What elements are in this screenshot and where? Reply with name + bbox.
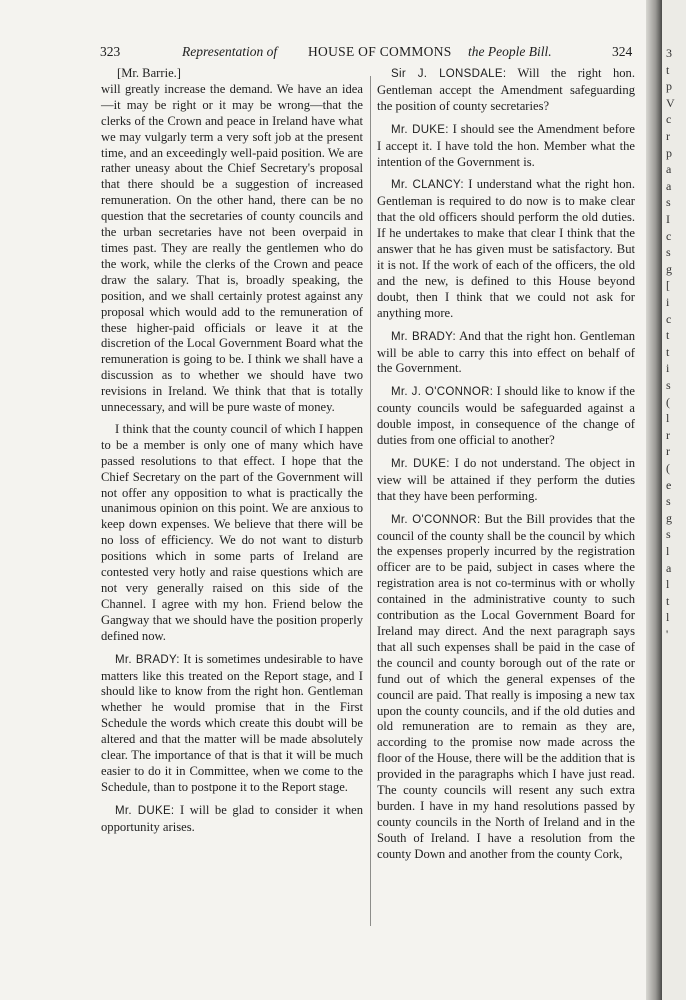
left-column — [101, 66, 363, 843]
paragraph: I think that the county council of which I happen to be a member is only one of many which have passed resolutions to that effect. I hope that the Chief Secretary on the part of the Government will not offer any opposition to what is practically the unanimous opinion on this point. We are anxious to keep down expenses. We believe that there will be no loss of efficiency. We do not want to disturb positions which in some parts of Ireland are contested very hotly and raise questions which are not very generally raised on this side of the Channel. I agree with my hon. Friend below the Gangway that we should have the position properly defined now. — [101, 421, 363, 643]
speaker-continuation-tag: [Mr. Barrie.] — [117, 66, 181, 80]
adjacent-page-fragment: s — [666, 245, 671, 260]
speech-text: But the Bill provides that the council of the county shall be the council by which the expenses properly incurred by the registration officer are to be paid, subject in cases where the registration area is not co-terminus with or wholly contained in the administrative county to such contribution as the Local Government Board for Ireland may direct. And the next paragraph says that all such expenses shall be paid in the case of the council and county borough out of the rate or fund out of which the general expenses of the council are paid. That really is imposing a new tax upon the county councils, and if the old duties and old remuneration are to remain as they are, according to the promise now made across the floor of the House, there will be the addition that is provided in the paragraphs which I have just read. The county councils will resent any such extra burden. I have in my hand resolutions passed by county councils in the North of Ireland and in the South of Ireland. I have a resolution from the county Down and another from the county Cork, — [377, 511, 635, 861]
speech — [101, 803, 363, 836]
adjacent-page-fragment: p — [666, 145, 672, 160]
adjacent-page-fragment: a — [666, 162, 672, 177]
speech-text: I should like to know if the county councils would be safeguarded against a double impost, in consequence of the change of duties from one official to another? — [377, 384, 635, 448]
speech-text: And that the right hon. Gentleman will be able to carry this into effect on behalf of the Government. — [377, 328, 635, 376]
adjacent-page-fragment: l — [666, 610, 670, 625]
adjacent-page-fragment: i — [666, 361, 670, 376]
adjacent-page-fragment: a — [666, 178, 672, 193]
adjacent-page-fragment: s — [666, 378, 671, 392]
page-header — [100, 44, 645, 64]
speaker-name: Mr. CLANCY: — [391, 179, 464, 192]
column-divider — [370, 76, 371, 926]
speech — [377, 384, 635, 449]
adjacent-page-fragment: s — [666, 494, 671, 509]
speech-text: I understand what the right hon. Gentleman is required to do now is to make clear that the old officers should perform the old duties. If he undertakes to make that clear I think that the answer that he has given must be satisfactory. But it is not. If the work of each of the officers, the old and the new, is defined to this House beyond doubt, then I think that we could not ask for anything more. — [377, 177, 635, 320]
adjacent-page-fragment: t — [666, 344, 670, 359]
adjacent-page-fragment: ( — [666, 461, 670, 475]
running-title-right: the People Bill. — [468, 44, 552, 59]
adjacent-page-fragment: r — [666, 427, 670, 442]
adjacent-page-fragment: g — [666, 261, 672, 276]
speech-text: I will be glad to consider it when opportunity arises. — [101, 802, 364, 834]
adjacent-page-fragment: e — [666, 477, 672, 492]
adjacent-page-fragment: c — [666, 311, 672, 326]
adjacent-page-fragment: t — [666, 328, 670, 343]
speaker-name: Sir J. LONSDALE: — [391, 68, 507, 80]
adjacent-page-fragment: I — [666, 212, 670, 226]
right-column — [377, 66, 635, 870]
speaker-name: Mr. J. O'CONNOR: — [391, 386, 494, 399]
binding-gutter-shadow — [646, 0, 662, 1000]
adjacent-page-fragment: l — [666, 577, 670, 592]
adjacent-page-fragment: 3 — [666, 46, 672, 60]
speech-text: It is sometimes undesirable to have matters like this treated on the Report stage, and I should like to know from the right hon. Gentleman whether he would promise that in the First Schedule the words which create this doubt will be altered and that the matter will be made absolutely clear. The importance of that is that it will be much easier to do it in Committee, when we come to the Schedule, than to postpone it to the Report stage. — [101, 651, 363, 794]
speech — [377, 512, 635, 863]
running-title-center: HOUSE OF COMMONS — [308, 44, 452, 59]
speaker-name: Mr. DUKE: — [391, 457, 450, 470]
adjacent-page-fragment: s — [666, 195, 671, 210]
adjacent-page-fragment: V — [666, 95, 675, 110]
adjacent-page-edge — [662, 0, 686, 1000]
speech — [377, 122, 635, 171]
adjacent-page-fragment: s — [666, 527, 671, 542]
adjacent-page-fragment: ' — [666, 627, 669, 641]
adjacent-page-fragment: c — [666, 228, 672, 243]
speech — [377, 456, 635, 505]
paragraph: will greatly increase the demand. We have an idea—it may be right or it may be wrong—that the clerks of the Crown and peace in Ireland have what we may vulgarly term a very soft job at the present time, and an exceedingly well-paid position. We are rather uneasy about the Chief Secretary's proposal that there should be a suggestion of increased remuneration. On the other hand, there can be no question that the secretaries of county councils and the urban secretaries have not been overpaid in times past. They are really the gentlemen who do the work, while the clerks of the Crown and peace draw the salary. That is, broadly speaking, the position, and we shall certainly protest against any proposal which would add to the remuneration of these higher-paid officials or leave it at the discretion of the Local Government Board what the remuneration is going to be. I think we shall have a discussion as to whether we should have two revisions in Ireland. We think that that is totally unnecessary, and will be pure waste of money. — [101, 81, 363, 415]
speech-text: I do not understand. The object in view will be attained if they perform the duties that they have been performing. — [377, 455, 635, 503]
adjacent-page-fragment: a — [666, 560, 672, 575]
adjacent-page-fragment: t — [666, 593, 670, 608]
speech — [101, 652, 363, 796]
speech — [377, 329, 635, 378]
adjacent-page-fragment: g — [666, 510, 672, 525]
speech — [377, 177, 635, 321]
speaker-name: Mr. O'CONNOR: — [391, 513, 481, 526]
page-number-right: 324 — [612, 44, 633, 59]
speaker-name: Mr. BRADY: — [115, 653, 180, 666]
adjacent-page-fragment: c — [666, 112, 672, 127]
speech — [377, 66, 635, 115]
page-number-left: 323 — [100, 44, 121, 59]
adjacent-page-fragment: r — [666, 444, 670, 459]
adjacent-page-fragment: p — [666, 79, 672, 94]
adjacent-page-fragment: [ — [666, 278, 670, 293]
adjacent-page-fragment: l — [666, 411, 670, 426]
adjacent-page-fragment: r — [666, 129, 670, 143]
adjacent-page-fragment: t — [666, 62, 670, 77]
speaker-name: Mr. BRADY: — [391, 330, 456, 343]
running-title-left: Representation of — [182, 44, 278, 59]
adjacent-page-fragment: l — [666, 544, 670, 558]
speaker-name: Mr. DUKE: — [391, 123, 449, 136]
speech-text: Will the right hon. Gentleman accept the Amendment safeguarding the position of county secretaries? — [377, 66, 635, 113]
speech-text: I should see the Amendment before I accept it. I have told the hon. Member what the intention of the Government is. — [377, 121, 636, 169]
adjacent-page-fragment: i — [666, 295, 670, 309]
adjacent-page-fragment: ( — [666, 394, 670, 409]
speaker-name: Mr. DUKE: — [115, 804, 175, 817]
